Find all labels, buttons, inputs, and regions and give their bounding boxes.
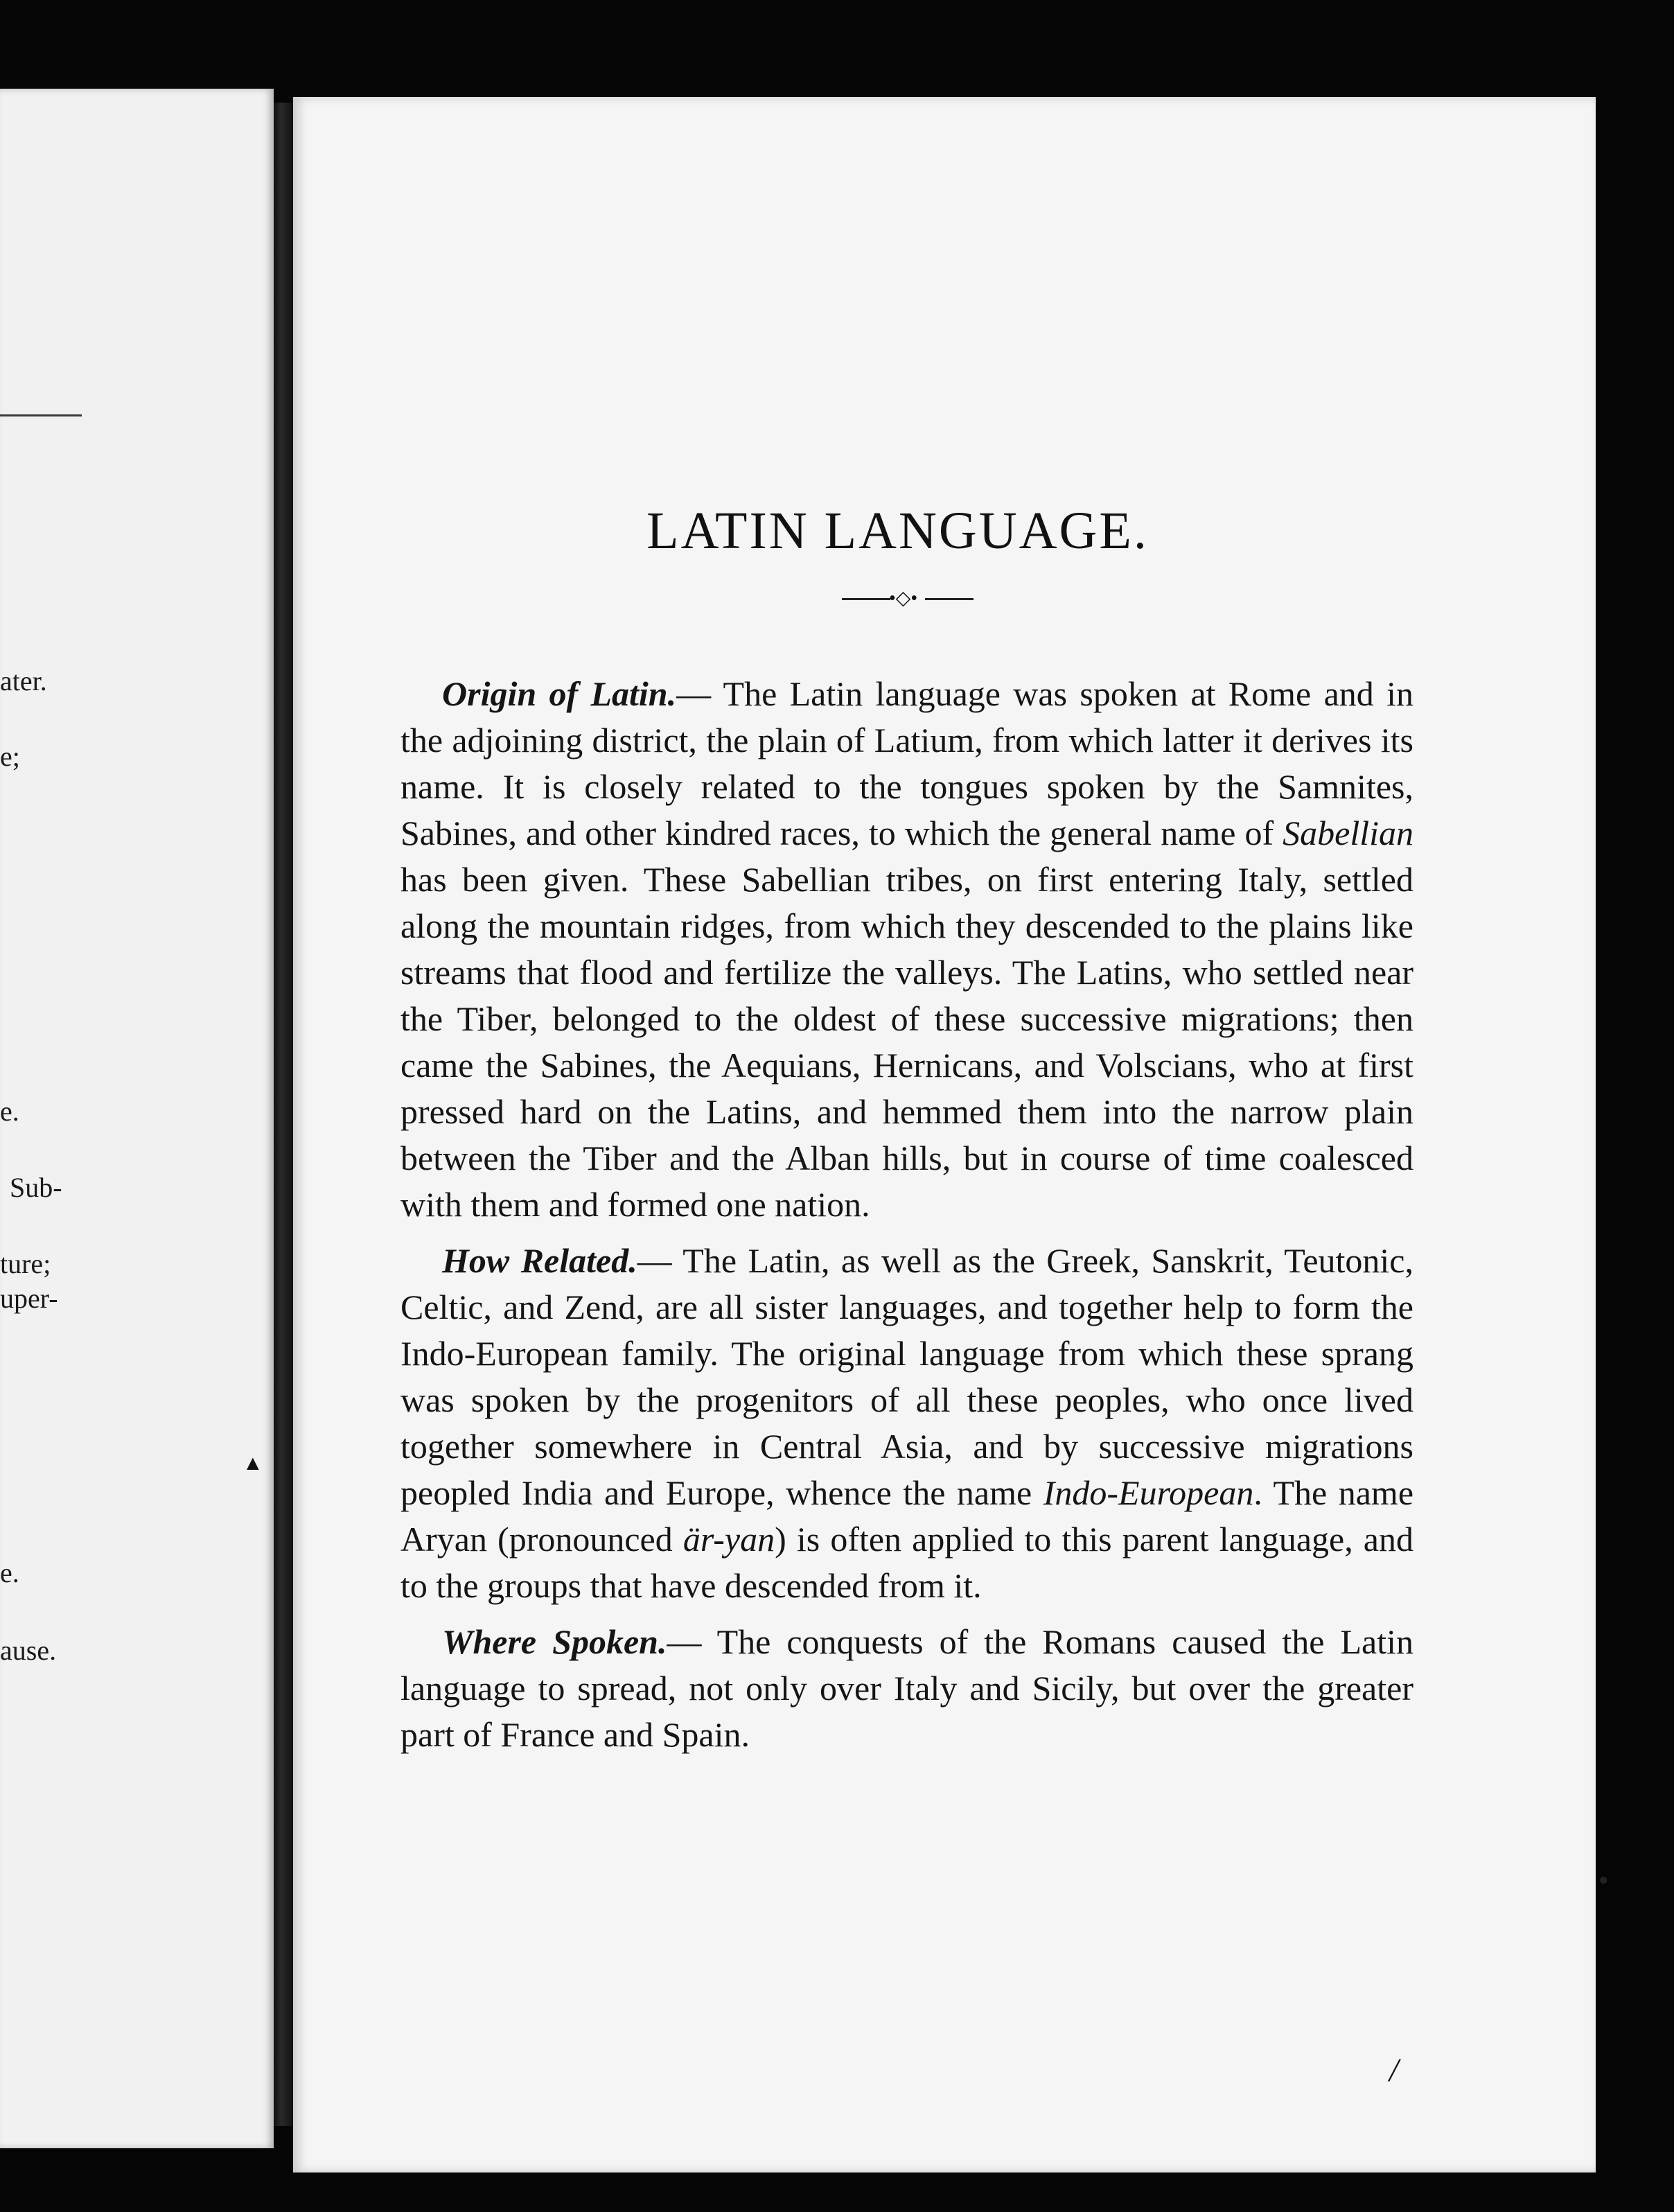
left-fragment: e. xyxy=(0,1096,19,1127)
page-title: LATIN LANGUAGE. xyxy=(646,501,1149,560)
paragraph-text: . The name Aryan (pronounced xyxy=(400,1473,1414,1559)
paragraph-heading: How Related. xyxy=(442,1241,637,1280)
book-binding xyxy=(274,103,293,2126)
edge-dot-icon: ● xyxy=(1598,1871,1609,1889)
paragraph-text: — The conquests of the Romans caused the Latin language to spread, not only over Italy and Sicily, but over the greater part of France and Spain. xyxy=(400,1622,1413,1754)
left-fragment: uper- xyxy=(0,1283,58,1314)
left-fragment: ause. xyxy=(0,1635,57,1666)
left-facing-page xyxy=(0,89,274,2148)
paragraph-heading: Where Spoken. xyxy=(442,1622,667,1661)
italic-term: är-yan xyxy=(682,1520,775,1559)
italic-term: Indo-European xyxy=(1043,1473,1254,1512)
ornament-icon: •◇• xyxy=(889,588,918,609)
paragraph-spoken xyxy=(400,1619,1413,1758)
left-fragment: ater. xyxy=(0,665,47,696)
paragraph-text: — The Latin, as well as the Greek, Sanskrit, Teutonic, Celtic, and Zend, are all sister languages, and together help to form the Indo-European family. The original language from which these sprang was spoken by the progenitors of all these peoples, who once lived together somewhere in Central Asia, and by successive migrations peopled India and Europe, whence the name xyxy=(400,1241,1413,1512)
body-text xyxy=(400,671,1413,1768)
ornament-divider xyxy=(842,588,973,609)
stray-mark: / xyxy=(1389,2052,1399,2089)
paragraph-origin xyxy=(400,671,1413,1228)
left-fragment: Sub- xyxy=(10,1172,62,1203)
left-fragment: ture; xyxy=(0,1248,51,1279)
left-fragment: e. xyxy=(0,1557,19,1588)
paragraph-heading: Origin of Latin. xyxy=(442,674,677,713)
left-page-rule xyxy=(0,414,82,416)
paragraph-text: ) is often applied to this parent language, and to the groups that have descended from it. xyxy=(400,1520,1414,1605)
paragraph-related xyxy=(400,1238,1413,1609)
paragraph-text: — The Latin language was spoken at Rome and in the adjoining district, the plain of Latium, from which latter it derives its name. It is closely related to the tongues spoken by the Samnites, Sabines, and other kindred races, to which the general name of xyxy=(400,674,1413,852)
italic-term: Sabellian xyxy=(1283,814,1413,852)
paragraph-text: has been given. These Sabellian tribes, on first entering Italy, settled along the mountain ridges, from which they descended to the plains like streams that flood and fertilize the valleys. The Latins, who settled near the Tiber, belonged to the oldest of these successive migrations; then came the Sabines, the Aequians, Hernicans, and Volscians, who at first pressed hard on the Latins, and hemmed them into the narrow plain between the Tiber and the Alban hills, but in course of time coalesced with them and formed one nation. xyxy=(400,860,1413,1224)
left-fragment: e; xyxy=(0,741,20,772)
gutter-arrow-icon: ▲ xyxy=(243,1452,263,1475)
